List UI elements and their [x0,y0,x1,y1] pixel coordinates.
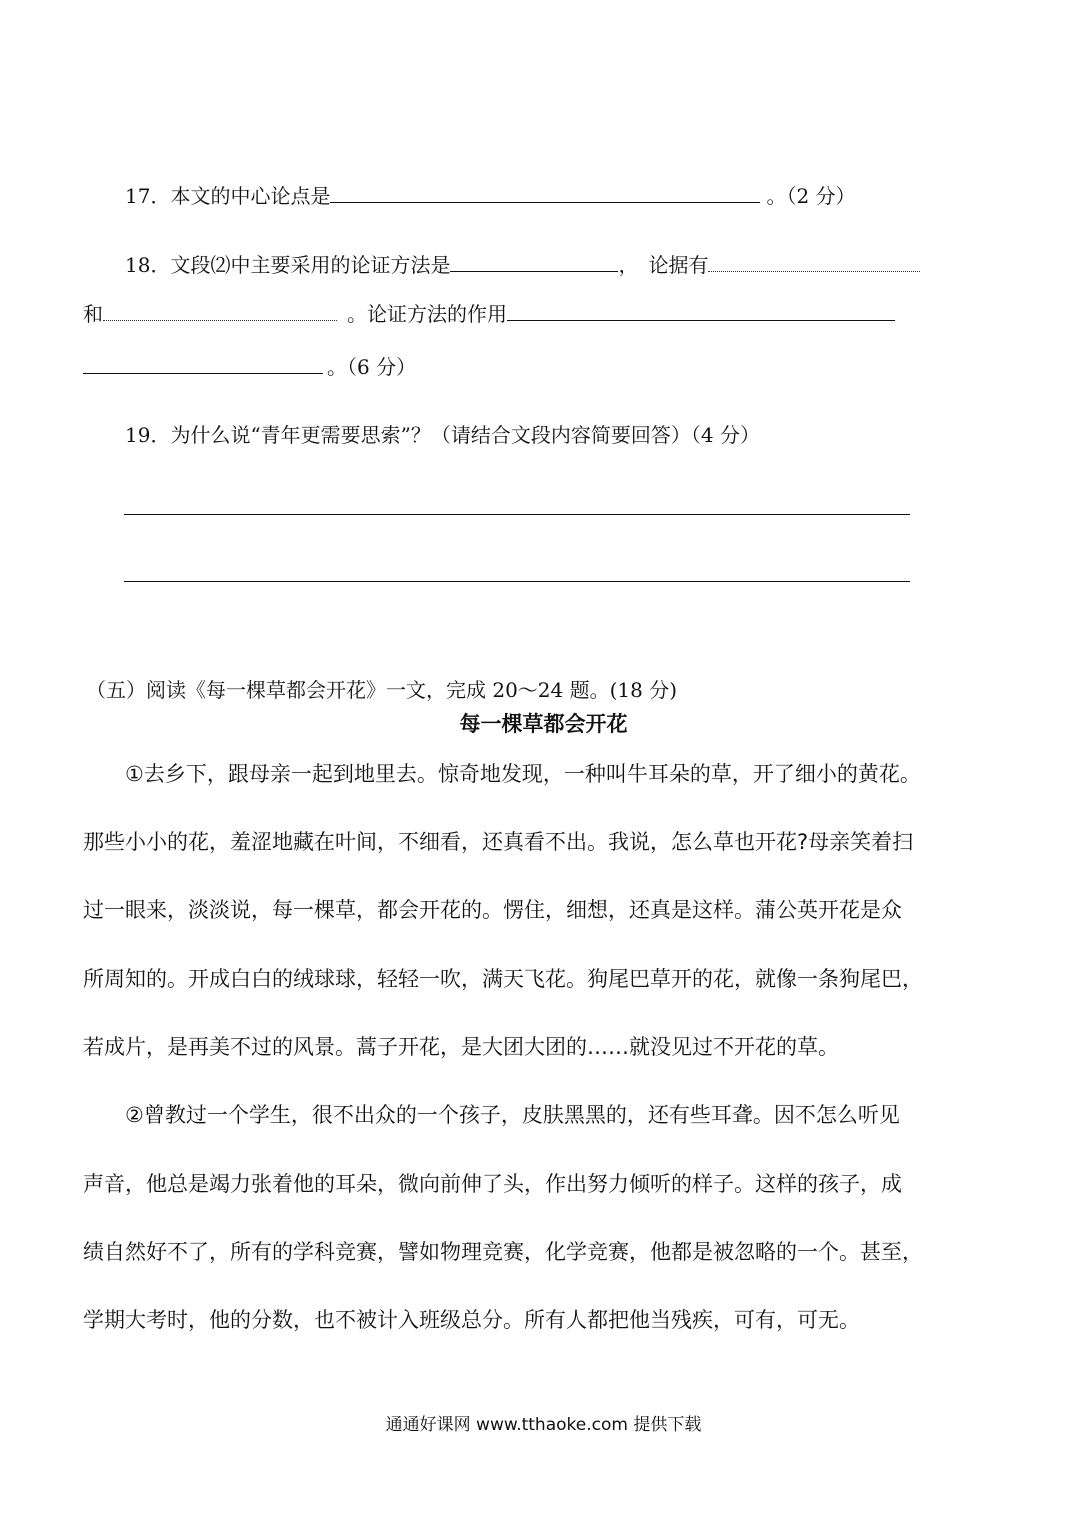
passage-line: 过一眼来，淡淡说，每一棵草，都会开花的。愣住，细想，还真是这样。蒲公英开花是众 [83,898,902,922]
question-18-mid: ， 论据有 [618,253,709,277]
answer-line-19-2[interactable] [124,581,910,582]
passage-line: 所周知的。开成白白的绒球球，轻轻一吹，满天飞花。狗尾巴草开的花，就像一条狗尾巴， [83,967,923,991]
question-18-line3-suffix: 。（6 分） [327,355,417,379]
question-17 [125,182,856,210]
question-18-line2-mid: 。论证方法的作用 [347,302,507,326]
question-18-line2 [83,300,895,328]
passage-line: 绩自然好不了，所有的学科竞赛，譬如物理竞赛，化学竞赛，他都是被忽略的一个。甚至， [83,1240,923,1264]
answer-blank-18-effect-cont[interactable] [83,353,323,374]
question-19 [125,421,760,449]
answer-blank-18-effect[interactable] [507,300,895,321]
question-17-suffix: 。（2 分） [766,184,856,208]
answer-blank-18-method[interactable] [450,251,618,272]
question-17-prefix: 17．本文的中心论点是 [125,184,331,208]
question-18-line3 [83,353,416,381]
passage-line: ②曾教过一个学生，很不出众的一个孩子，皮肤黑黑的，还有些耳聋。因不怎么听见 [125,1103,900,1127]
passage-line: 学期大考时，他的分数，也不被计入班级总分。所有人都把他当残疾，可有，可无。 [83,1308,860,1332]
section-5-intro: （五）阅读《每一棵草都会开花》一文，完成 20～24 题。(18 分) [86,678,678,702]
question-18-prefix: 18．文段⑵中主要采用的论证方法是 [125,253,451,277]
passage-line: ①去乡下，跟母亲一起到地里去。惊奇地发现，一种叫牛耳朵的草，开了细小的黄花。 [125,762,921,786]
answer-blank-17[interactable] [330,182,760,203]
passage-title: 每一棵草都会开花 [459,711,628,736]
passage-line: 声音，他总是竭力张着他的耳朵，微向前伸了头，作出努力倾听的样子。这样的孩子，成 [83,1172,902,1196]
passage-line: 若成片，是再美不过的风景。蒿子开花，是大团大团的……就没见过不开花的草。 [83,1035,839,1059]
answer-blank-18-evidence-1[interactable] [708,251,920,272]
answer-blank-18-evidence-2[interactable] [103,300,337,321]
page-footer: 通通好课网 www.tthaoke.com 提供下载 [385,1415,702,1435]
question-18-line1 [125,251,920,279]
answer-line-19-1[interactable] [124,514,910,515]
question-18-line2-prefix: 和 [83,302,103,326]
passage-line: 那些小小的花，羞涩地藏在叶间，不细看，还真看不出。我说，怎么草也开花?母亲笑着扫 [83,830,914,854]
question-19-text: 19．为什么说“青年更需要思索”？（请结合文段内容简要回答）（4 分） [125,423,760,447]
